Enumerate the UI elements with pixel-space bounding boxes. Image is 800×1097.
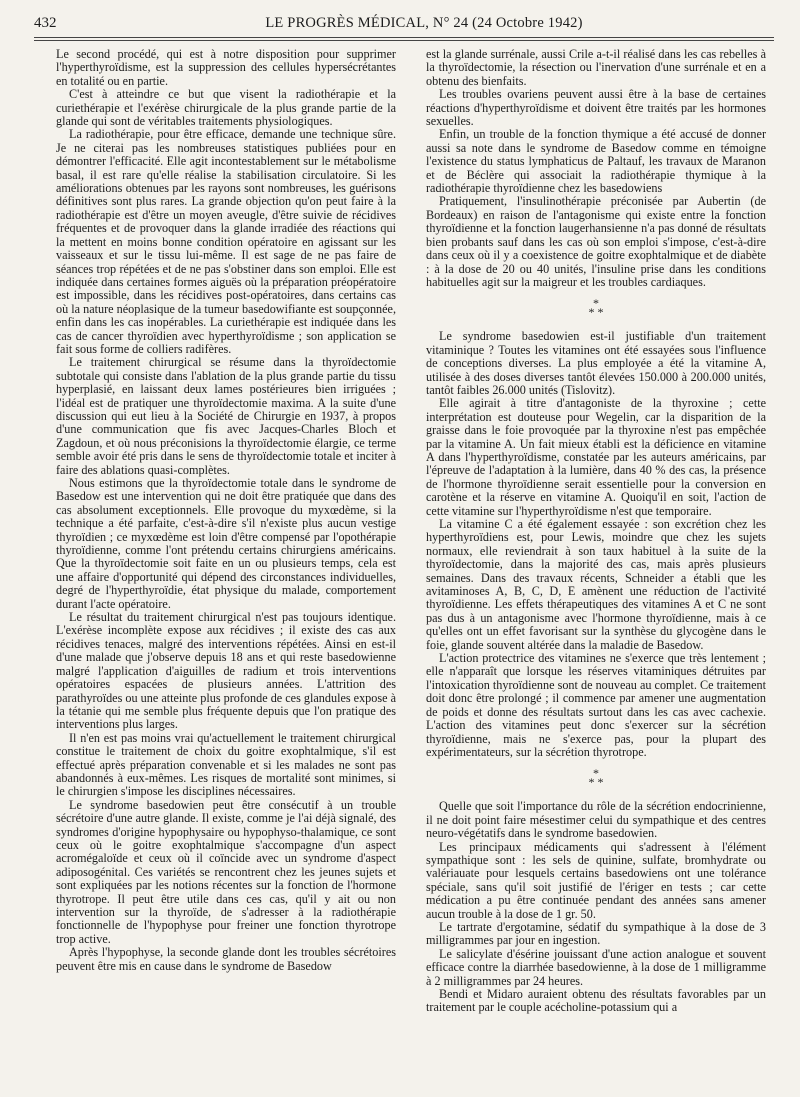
header-rule — [34, 37, 774, 38]
paragraph: Le tartrate d'ergotamine, sédatif du sympathique à la dose de 3 milligrammes par jour en ingestion. — [426, 919, 766, 948]
paragraph: Il n'en est pas moins vrai qu'actuellement le traitement chirurgical constitue le traitement de choix du goitre exophtalmique, s'il est effectué après préparation convenable et si les malades ne sont pas abandonnés à eux-mêmes. Les risques de mortalité sont minimes, si le chirurgien s'impose les disciplines nécessaires. — [56, 730, 396, 799]
paragraph: Pratiquement, l'insulinothérapie préconisée par Aubertin (de Bordeaux) en raison de l'antagonisme qui existe entre la fonction thyroïdienne et la fonction laugerhansienne n'a pas donné de résultats bien probants sauf dans les cas où son emploi s'impose, c'est-à-dire dans ceux où il y a coexistence de goitre exophtalmique et de diabète : à la dose de 20 ou 40 unités, l'insuline prise dans les conditions habituelles agit sur la maigreur et les troubles cardiaques. — [426, 194, 766, 289]
right-column — [426, 48, 766, 1088]
journal-header-title: LE PROGRÈS MÉDICAL, N° 24 (24 Octobre 1942) — [265, 14, 583, 31]
paragraph: est la glande surrénale, aussi Crile a-t-il réalisé dans les cas rebelles à la thyroïdectomie, la résection ou l'inervation d'une surrénale et en a obtenu des bienfaits. — [426, 48, 766, 88]
separator-star-left: * — [588, 775, 595, 790]
paragraph: Quelle que soit l'importance du rôle de la sécrétion endocrinienne, il ne doit point faire mésestimer celui du sympathique et des centres neuro-végétatifs dans le syndrome basedowien. — [426, 799, 766, 841]
paragraph: Bendi et Midaro auraient obtenu des résultats favorables par un traitement par le couple acécholine-potassium qui a — [426, 987, 766, 1015]
paragraph: Nous estimons que la thyroïdectomie totale dans le syndrome de Basedow est une intervention qui ne doit être pratiquée que dans des cas absolument exceptionnels. Elle provoque du myxœdème, si la technique a été parfaite, c'est-à-dire s'il n'existe plus aucun vestige thyroïdien ; ce myxœdème est loin d'être compensé par l'opothérapie thyroïdienne, comme l'ont prétendu certains chirurgiens américains. Que la thyroïdectomie soit faite en un ou plusieurs temps, cela est une affaire d'opportunité qui dépend des circonstances individuelles, degré de l'hyperthyroïdie, état physique du malade, comportement durant l'acte opératoire. — [56, 476, 396, 611]
separator-star-right: * — [597, 305, 604, 320]
paragraph: Le syndrome basedowien est-il justifiable d'un traitement vitaminique ? Toutes les vitamines ont été essayées sous l'influence de conceptions diverses. La plus employée a été la vitamine A, utilisée à des doses diverses tantôt élevées 150.000 à 200.000 unités, tantôt faibles 26.000 unités (Tislovitz). — [426, 329, 766, 397]
right-column-section-1 — [426, 48, 766, 289]
paragraph: Le second procédé, qui est à notre disposition pour supprimer l'hyperthyroïdisme, est la suppression des cellules hypersécrétantes en totalité ou en partie. — [56, 48, 396, 88]
header-rule-double — [34, 40, 774, 41]
paragraph: Elle agirait à titre d'antagoniste de la thyroxine ; cette interprétation est douteuse pour Wegelin, car la disparition de la graisse dans le foie provoquée par la thyroxine n'est pas empêchée par la vitamine A. Un fait mieux établi est la déficience en vitamine A dans l'hyperthyroïdisme, constatée par les auteurs américains, par l'épreuve de l'adaptation à la lumière, dans 40 % des cas, la présence de l'hormone thyroïdienne serait essentielle pour la conversion en carotène et la réserve en vitamine A. Quoiqu'il en soit, l'action de cette vitamine sur l'hyperthyroïdisme n'est que temporaire. — [426, 396, 766, 518]
section-separator-2 — [426, 766, 766, 790]
section-separator — [426, 296, 766, 320]
right-column-section-2 — [426, 330, 766, 759]
paragraph: Les troubles ovariens peuvent aussi être à la base de certaines réactions d'hyperthyroïdisme et doivent être traités par les hormones sexuelles. — [426, 87, 766, 129]
paragraph: Après l'hypophyse, la seconde glande dont les troubles sécrétoires peuvent être mis en cause dans le syndrome de Basedow — [56, 945, 396, 973]
separator-star-top: * — [593, 296, 599, 311]
paragraph: La vitamine C a été également essayée : son excrétion chez les hyperthyroïdiens est, pour Lewis, moindre que chez les sujets normaux, elle reviendrait à son taux habituel à la suite de la thyroïdectomie, dans la majorité des cas, mais après plusieurs semaines. Dans des travaux récents, Schneider a établi que les avitaminoses A, B, C, D, E amènent une réduction de l'activité thyroïdienne. Les effets thérapeutiques des vitamines A et C ne sont pas dus à un antagonisme avec l'hormone thyroïdienne, mais à ce qu'elles ont un effet favorisant sur la synthèse du glycogène dans le foie, glande souvent altérée dans la maladie de Basedow. — [426, 517, 766, 652]
paragraph: Le traitement chirurgical se résume dans la thyroïdectomie subtotale qui consiste dans l'ablation de la plus grande partie du tissu hyperplasié, en laissant deux lames postérieures bien irriguées ; l'idéal est de pratiquer une thyroïdectomie maxima. A la suite d'une discussion qui eut lieu à la Société de Chirurgie en 1937, à propos d'une communication que fis avec Jacques-Charles Bloch et Zagdoun, et où nous préconisions la thyroïdectomie élargie, ce terme semble avoir été pris dans le sens de thyroïdectomie totale et inciter à faire des ablations quasi-complètes. — [56, 355, 396, 477]
paragraph: Le syndrome basedowien peut être consécutif à un trouble sécrétoire d'une autre glande. Il existe, comme je l'ai déjà signalé, des syndromes d'origine hypophysaire ou hypophyso-thalamique, ce sont ceux où le goitre exophtalmique s'accompagne d'un aspect acromégaloïde et ceux où il coïncide avec un syndrome d'aspect adiposogénital. Ces variétés se rencontrent chez les jeunes sujets et sont expliquées par les notions récentes sur la fonction de l'hormone thyrotrope. Il peut être utile dans ces cas, qu'il y ait ou non intervention sur la thyroïde, de s'adresser à la radiothérapie fonctionnelle de l'hypophyse pour freiner une fonction thyrotrope trop active. — [56, 797, 396, 946]
paragraph: L'action protectrice des vitamines ne s'exerce que très lentement ; elle n'apparaît que lorsque les réserves vitaminiques détruites par l'intoxication thyroïdienne sont de nouveau au complet. Ce traitement doit donc être prolongé ; il commence par amener une augmentation de poids et donne des résultats surtout dans les cas avec cachexie. L'action des vitamines peut donc s'exercer sur la sécrétion thyroïdienne, mais ne s'exerce pas, pour la plupart des expérimentateurs, sur la sécrétion thyrotrope. — [426, 651, 766, 759]
running-header — [34, 10, 774, 36]
page-number: 432 — [34, 14, 57, 31]
paragraph: Le salicylate d'ésérine jouissant d'une action analogue et souvent efficace contre la diarrhée basedowienne, à la dose de 1 milligramme à 2 milligrammes par 24 heures. — [426, 946, 766, 988]
paragraph: C'est à atteindre ce but que visent la radiothérapie et la curiethérapie et l'exérèse chirurgicale de la plus grande partie de la glande qui sont de véritables traitements physiologiques. — [56, 87, 396, 129]
paragraph: Le résultat du traitement chirurgical n'est pas toujours identique. L'exérèse incomplète expose aux récidives ; il existe des cas aux récidives tenaces, malgré des interventions répétées. Ainsi en est-il d'une malade que j'observe depuis 18 ans et qui reste basedowienne malgré l'application d'aiguilles de radium et trois interventions opératoires espacées de plusieurs années. L'attrition des parathyroïdes ou une atteinte plus profonde de ces glandules expose à la tétanie qui me semble plus fréquente depuis que l'on pratique des interventions plus larges. — [56, 610, 396, 732]
separator-star-right: * — [597, 775, 604, 790]
left-column — [56, 48, 396, 1088]
separator-star-left: * — [588, 305, 595, 320]
right-column-section-3 — [426, 800, 766, 1015]
paragraph: Les principaux médicaments qui s'adressent à l'élément sympathique sont : les sels de quinine, sulfate, bromhydrate ou valériauate pour lesquels certains basedowiens ont une tolérance spéciale, sans qu'il soit justifié de l'ériger en tests ; car cette médication a pu être continuée pendant des années sans amener aucun trouble à la dose de 1 gr. 50. — [426, 839, 766, 921]
paragraph: La radiothérapie, pour être efficace, demande une technique sûre. Je ne citerai pas les nombreuses statistiques publiées pour en démontrer l'efficacité. Elle agit incontestablement sur le métabolisme basal, il est rare qu'elle réalise la stabilisation circulatoire. Si les améliorations obtenues par les rayons sont nombreuses, les guérisons définitives sont plus rares. La grande objection qu'on peut faire à la radiothérapie est d'être un moyen aveugle, d'être suivie de récidives fréquentes et de provoquer dans la glande irradiée des réactions qui la mettent en moins bonne condition opératoire en agissant sur les vaisseaux et sur le tissu lui-même. Il est sage de ne pas faire de séances trop répétées et de ne pas s'obstiner dans son emploi. Elle est indiquée dans certaines formes aiguës où la préparation préopératoire est impossible, dans les récidives post-opératoires, dans certains cas où la nature néoplasique de la tumeur basedowifiante est soupçonnée, enfin dans les cas inopérables. La curiethérapie est indiquée dans les cas de cancer thyroïdien avec hyperthyroïdisme ; son application se fait sous forme de colliers radifères. — [56, 127, 396, 356]
separator-star-top: * — [593, 766, 599, 781]
paragraph: Enfin, un trouble de la fonction thymique a été accusé de donner aussi sa note dans le syndrome de Basedow comme en témoigne l'existence du status lymphaticus de Paltauf, les travaux de Maranon et de Béclère qui associait la radiothérapie thymique à la radiothérapie thyroïdienne chez les basedowiens — [426, 127, 766, 196]
